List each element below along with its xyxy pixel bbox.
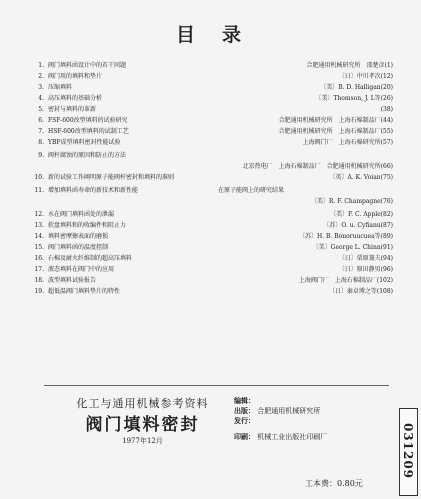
publisher-key: 出版： [234, 406, 255, 415]
toc-number: 10. [34, 174, 44, 181]
toc-number: 4. [38, 95, 44, 102]
toc-title: 新的试验工作阐明原子能阀杆密封和填料的准则 [48, 174, 175, 181]
publication-date: 1977年12月 [122, 437, 163, 445]
toc-row [28, 62, 393, 73]
distributor-line [234, 416, 255, 426]
toc-author-page: 〔美〕George L. Chinn(91) [312, 244, 393, 251]
printer-value: 机械工业出版社印刷厂 [257, 433, 328, 441]
toc-author-page: 〔美〕B. D. Halligan(20) [320, 84, 393, 91]
toc-title: 密封与填料的革新 [48, 106, 97, 113]
toc-number: 7. [38, 128, 44, 135]
toc-row [28, 266, 393, 277]
footer-divider [44, 385, 389, 386]
toc-number: 17. [34, 266, 44, 273]
toc-row [28, 211, 393, 222]
toc-number: 11. [34, 187, 44, 194]
toc-title: 高压填料的基础分析 [48, 95, 103, 102]
toc-row [28, 277, 393, 288]
toc-row [28, 187, 393, 209]
toc-author-page: 〔美〕F. C. Apple(82) [329, 211, 393, 218]
toc-author-page: 〔日〕原田静男(96) [338, 266, 393, 273]
toc-title: 增加填料函寿命的新技术和新性能 [48, 187, 139, 194]
toc-title: 水在阀门填料函处的泄漏 [48, 211, 115, 218]
toc-row [28, 255, 393, 266]
table-of-contents [28, 62, 393, 299]
toc-number: 13. [34, 222, 44, 229]
printer-key: 印刷： [234, 432, 255, 441]
toc-author-page: 在原子能阀上的研究结果 [218, 187, 285, 194]
toc-number: 14. [34, 233, 44, 240]
series-title: 化工与通用机械参考资料 [76, 397, 209, 410]
toc-number: 15. [34, 244, 44, 251]
toc-number: 6. [38, 117, 44, 124]
toc-row [28, 95, 393, 106]
toc-title: 填料密摩擦表面的磨损 [48, 233, 109, 240]
toc-author-page: 〔苏〕O. u. Cyfianu(87) [323, 222, 393, 229]
stamp-number: 031209 [401, 422, 415, 480]
publisher-line [234, 406, 320, 416]
toc-row [28, 73, 393, 84]
toc-author-page: 〔英〕A. K. Voian(75) [329, 174, 393, 181]
toc-row [28, 139, 393, 150]
toc-author-page: 合肥通用机械研究所 邵楚彦(1) [306, 62, 393, 69]
toc-row [28, 288, 393, 299]
toc-number: 3. [38, 84, 44, 91]
editor-line [234, 396, 255, 406]
toc-author-page: 北京热电厂 上海石棉制品厂 合肥通用机械研究所(66) [242, 163, 393, 170]
toc-row [28, 222, 393, 233]
toc-title: FSF-600改型填料的试验研究 [48, 117, 128, 124]
toc-title: 波型填料试验报告 [48, 277, 97, 284]
toc-title: YBF成型填料密封性能试验 [48, 139, 121, 146]
toc-number: 2. [38, 73, 44, 80]
toc-title: 液态填料在阀门中的应用 [48, 266, 115, 273]
toc-author-page: 〔美〕R. F. Champagne(76) [310, 198, 393, 205]
toc-number: 12. [34, 211, 44, 218]
publisher-value: 合肥通用机械研究所 [257, 407, 321, 415]
toc-author-page: 合肥通用机械研究所 上海石棉制品厂(44) [278, 117, 393, 124]
toc-number: 5. [38, 106, 44, 113]
toc-row [28, 233, 393, 244]
toc-row [28, 106, 393, 117]
toc-title: 阀门用的填料和垫片 [48, 73, 103, 80]
toc-title: 石棉及耐火纤维制的超高压填料 [48, 255, 133, 262]
toc-title: 超低温阀门填料垫片的特性 [48, 288, 121, 295]
toc-title: 阀门填料函设计中的若干问题 [48, 62, 127, 69]
page-title: 目 录 [175, 24, 245, 46]
book-title: 阀门填料密封 [85, 415, 200, 435]
toc-number: 16. [34, 255, 44, 262]
toc-author-page: 〔日〕秦卓博之等(108) [328, 288, 393, 295]
toc-author-page: 〔日〕栗原兼夫(94) [338, 255, 393, 262]
toc-row [28, 84, 393, 95]
toc-row [28, 244, 393, 255]
toc-title: 阀门填料函的温度控制 [48, 244, 109, 251]
toc-number: 19. [34, 288, 44, 295]
catalog-stamp [399, 408, 418, 496]
toc-title: 阀杆腐蚀的原因和防止的方法 [48, 152, 127, 159]
toc-author-page: (38) [380, 106, 393, 113]
distributor-key: 发行： [234, 416, 255, 425]
toc-author-page: 合肥通用机械研究所 上海石棉制品厂(55) [278, 128, 393, 135]
toc-number: 18. [34, 277, 44, 284]
toc-row [28, 117, 393, 128]
toc-row [28, 174, 393, 185]
toc-author-page: 上海阀门厂 上海石棉制品厂(102) [298, 277, 393, 284]
toc-title: 软盘填料和的收编件和阻止力 [48, 222, 127, 229]
editor-key: 编辑： [234, 396, 255, 405]
price: 工本费：0.80元 [305, 479, 363, 488]
toc-title: HSF-600改型填料的试制工艺 [48, 128, 129, 135]
toc-number: 9. [38, 152, 44, 159]
toc-row [28, 128, 393, 139]
printer-line [234, 432, 327, 442]
toc-title: 压缩填料 [48, 84, 73, 91]
toc-author-page: 〔苏〕H. B. Bonoruucuea等(89) [298, 233, 393, 240]
toc-row [28, 152, 393, 174]
toc-author-page: 上海阀门厂 上海石棉研究所(57) [302, 139, 393, 146]
toc-number: 8. [38, 139, 44, 146]
toc-number: 1. [38, 62, 44, 69]
toc-author-page: 〔日〕中川孝次(12) [338, 73, 393, 80]
toc-author-page: 〔美〕Thomson, J. L等(26) [315, 95, 393, 102]
